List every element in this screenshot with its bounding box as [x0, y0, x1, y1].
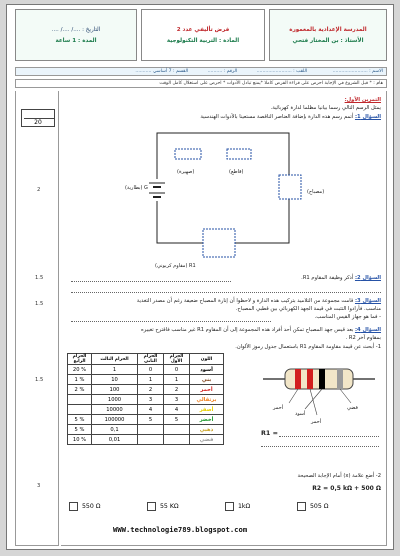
band-red-2 — [307, 369, 313, 389]
option-4-checkbox[interactable] — [297, 502, 306, 511]
table-cell: 20 % — [68, 365, 92, 375]
fuse-label: (صهيرة) — [177, 169, 195, 175]
footer-url[interactable]: WWW.technologie789.blogspot.com — [113, 525, 248, 534]
q4-sub1: 1- أبحث عن قيمة مقاومة المقاوم R1 باستعمال جدول رموز الألوان. — [235, 344, 381, 350]
table-cell — [138, 425, 164, 435]
table-cell: 0,01 — [92, 435, 138, 445]
color-name-cell: بني — [190, 375, 224, 385]
table-cell: 5 — [164, 415, 190, 425]
table-cell: 1 — [164, 375, 190, 385]
option-4-label: 505 Ω — [310, 503, 329, 510]
q4-text-2: بمقاوم آخر R2 . — [345, 335, 381, 341]
total-score-box — [21, 109, 55, 127]
col-4th-band: الحزام الرابع — [68, 354, 92, 365]
option-1-label: 550 Ω — [82, 503, 101, 510]
date-header — [15, 9, 137, 61]
color-name-cell: أسود — [190, 365, 224, 375]
q3-text-1: قامت مجموعة من التلاميذ بتركيب هذه الدارة و لاحظوا أن إنارة المصباح ضعيفة رغم أن مصدر التغذية — [136, 298, 354, 304]
points-q4: 1.5 — [35, 377, 44, 383]
q4-sub2: 2- أضع علامة (x) أمام الإجابة الصحيحة — [297, 473, 381, 479]
band-black — [319, 369, 325, 389]
student-info-strip — [15, 67, 387, 76]
table-cell: 4 — [138, 405, 164, 415]
resistor-drawing — [259, 357, 379, 427]
table-cell: 0 — [138, 365, 164, 375]
band-label-black: أسود — [295, 411, 306, 417]
teacher-name: الأستاذ : بن المختار فتحي — [292, 37, 364, 44]
table-cell — [68, 405, 92, 415]
number-field[interactable]: الرقم : .......... — [207, 69, 238, 74]
table-cell: 2 % — [68, 385, 92, 395]
table-cell: 0,1 — [92, 425, 138, 435]
color-name-cell: ذهبي — [190, 425, 224, 435]
table-row — [68, 415, 224, 425]
table-cell: 100 — [92, 385, 138, 395]
table-cell: 1 — [138, 375, 164, 385]
table-cell: 1 % — [68, 375, 92, 385]
battery-label: (بطارية) G — [125, 185, 148, 191]
table-cell: 1 — [92, 365, 138, 375]
option-3[interactable] — [225, 502, 250, 511]
school-name: المدرسة الإعدادية بالمعمورة — [289, 26, 367, 33]
option-3-checkbox[interactable] — [225, 502, 234, 511]
duration-line: المدة : 1 ساعة — [55, 37, 97, 44]
table-row — [68, 435, 224, 445]
bulb-label: (مصباح) — [307, 189, 325, 195]
fuse-slot — [175, 149, 201, 159]
option-1-checkbox[interactable] — [69, 502, 78, 511]
exam-sheet — [6, 4, 394, 550]
band-label-red2: أحمر — [311, 419, 322, 425]
school-header — [269, 9, 387, 61]
exam-header — [141, 9, 265, 61]
table-cell: 10000 — [92, 405, 138, 415]
r1-answer-line-2[interactable] — [261, 446, 379, 447]
score-total: 20 — [34, 119, 42, 126]
option-2-checkbox[interactable] — [147, 502, 156, 511]
q2-label: السؤال 2: — [354, 275, 381, 281]
points-q5: 3 — [37, 483, 41, 489]
resistor-slot — [203, 229, 235, 257]
table-cell — [164, 435, 190, 445]
resistor-label: (مقاوم كربوني) R1 — [155, 263, 196, 269]
color-name-cell: أخضر — [190, 415, 224, 425]
r2-equation: R2 = 0,5 kΩ + 500 Ω — [312, 485, 381, 492]
table-cell: 3 — [138, 395, 164, 405]
q1-text: أتمم رسم هذه الدارة بإضافة العناصر الناقصة مستعينا بالأدوات الهندسية — [200, 114, 354, 120]
table-row — [68, 425, 224, 435]
band-label-silver: فضي — [347, 405, 358, 411]
points-q1: 2 — [37, 187, 41, 193]
q2-answer-line-2[interactable] — [71, 292, 381, 293]
table-cell: 100000 — [92, 415, 138, 425]
circuit-diagram — [67, 123, 377, 273]
option-2-label: 55 KΩ — [160, 503, 179, 510]
table-cell — [164, 425, 190, 435]
table-cell: 5 % — [68, 425, 92, 435]
date-line: التاريخ : ..../ ..../ .... — [51, 26, 101, 33]
exam-title: فرض تأليفي عدد 2 — [176, 26, 230, 33]
name-field[interactable]: الاسم : ........................ — [332, 69, 383, 74]
col-color: اللون — [190, 354, 224, 365]
q3-answer-line[interactable] — [71, 321, 271, 322]
color-name-cell: فضي — [190, 435, 224, 445]
q2-text: أذكر وظيفة المقاوم R1. — [301, 275, 354, 281]
table-row — [68, 385, 224, 395]
table-cell: 0 — [164, 365, 190, 375]
points-q2: 1.5 — [35, 275, 44, 281]
option-3-label: 1kΩ — [238, 503, 251, 510]
notice-strip: هام : * قبل الشروع في الإجابة احرص على قراءة الفرض كاملا *يمنع تبادل الأدوات * احرص على استغلال كامل الوقت — [15, 79, 387, 88]
table-cell: 5 % — [68, 415, 92, 425]
q1-label: السؤال 1: — [354, 114, 381, 120]
table-row — [68, 365, 224, 375]
score-column — [15, 91, 59, 546]
q4-label: السؤال 4: — [354, 327, 381, 333]
q3-text-2: مناسب. فأرادوا التثبت في قيمة الجهد الكهربائي بين قطبي المصباح. — [235, 306, 381, 312]
band-label-red1: أحمر — [273, 405, 284, 411]
color-name-cell: أصفر — [190, 405, 224, 415]
col-2nd-band: الحزام الثاني — [138, 354, 164, 365]
bulb-slot — [279, 175, 301, 199]
table-cell: 4 — [164, 405, 190, 415]
table-row — [68, 395, 224, 405]
table-cell: 5 — [138, 415, 164, 425]
band-red-1 — [295, 369, 301, 389]
q2-answer-line[interactable] — [71, 281, 231, 282]
q3-label: السؤال 3: — [354, 298, 381, 304]
table-cell: 1000 — [92, 395, 138, 405]
option-1[interactable] — [69, 502, 101, 511]
class-field: القسم : 7 أساسي ........... — [135, 69, 189, 74]
subject-name: المادة : التربية التكنولوجية — [166, 37, 240, 44]
q3-text-3: - فما هو جهاز القيس المناسب. — [314, 314, 381, 320]
color-code-table — [67, 353, 224, 445]
color-name-cell: برتقالي — [190, 395, 224, 405]
table-row — [68, 405, 224, 415]
color-name-cell: أحمر — [190, 385, 224, 395]
table-cell — [138, 435, 164, 445]
col-1st-band: الحزام الأول — [164, 354, 190, 365]
surname-field[interactable]: اللقب : ........................ — [256, 69, 308, 74]
table-cell — [68, 395, 92, 405]
band-silver — [337, 369, 343, 389]
r1-answer-line[interactable] — [279, 436, 379, 437]
option-2[interactable] — [147, 502, 179, 511]
table-cell: 2 — [164, 385, 190, 395]
exercise-intro: يمثل الرسم التالي رسما بيانيا مظلما لدارة كهربائية. — [270, 105, 381, 111]
table-cell: 3 — [164, 395, 190, 405]
switch-slot — [227, 149, 251, 159]
switch-label: (قاطع) — [229, 169, 244, 175]
table-cell: 2 — [138, 385, 164, 395]
col-3rd-band: الحزام الثالث — [92, 354, 138, 365]
table-cell: 10 — [92, 375, 138, 385]
option-4[interactable] — [297, 502, 329, 511]
points-q3: 1.5 — [35, 301, 44, 307]
r1-label: R1 = — [261, 429, 278, 437]
q4-text-1: بعد قيس جهد المصباح تمكن أحد أفراد هذه المجموعة إلى أن المقاوم R1 غير مناسب فاقترح تغييره — [141, 327, 354, 333]
exercise-title: التمرين الأول: — [344, 97, 381, 103]
table-cell: 10 % — [68, 435, 92, 445]
table-row — [68, 375, 224, 385]
